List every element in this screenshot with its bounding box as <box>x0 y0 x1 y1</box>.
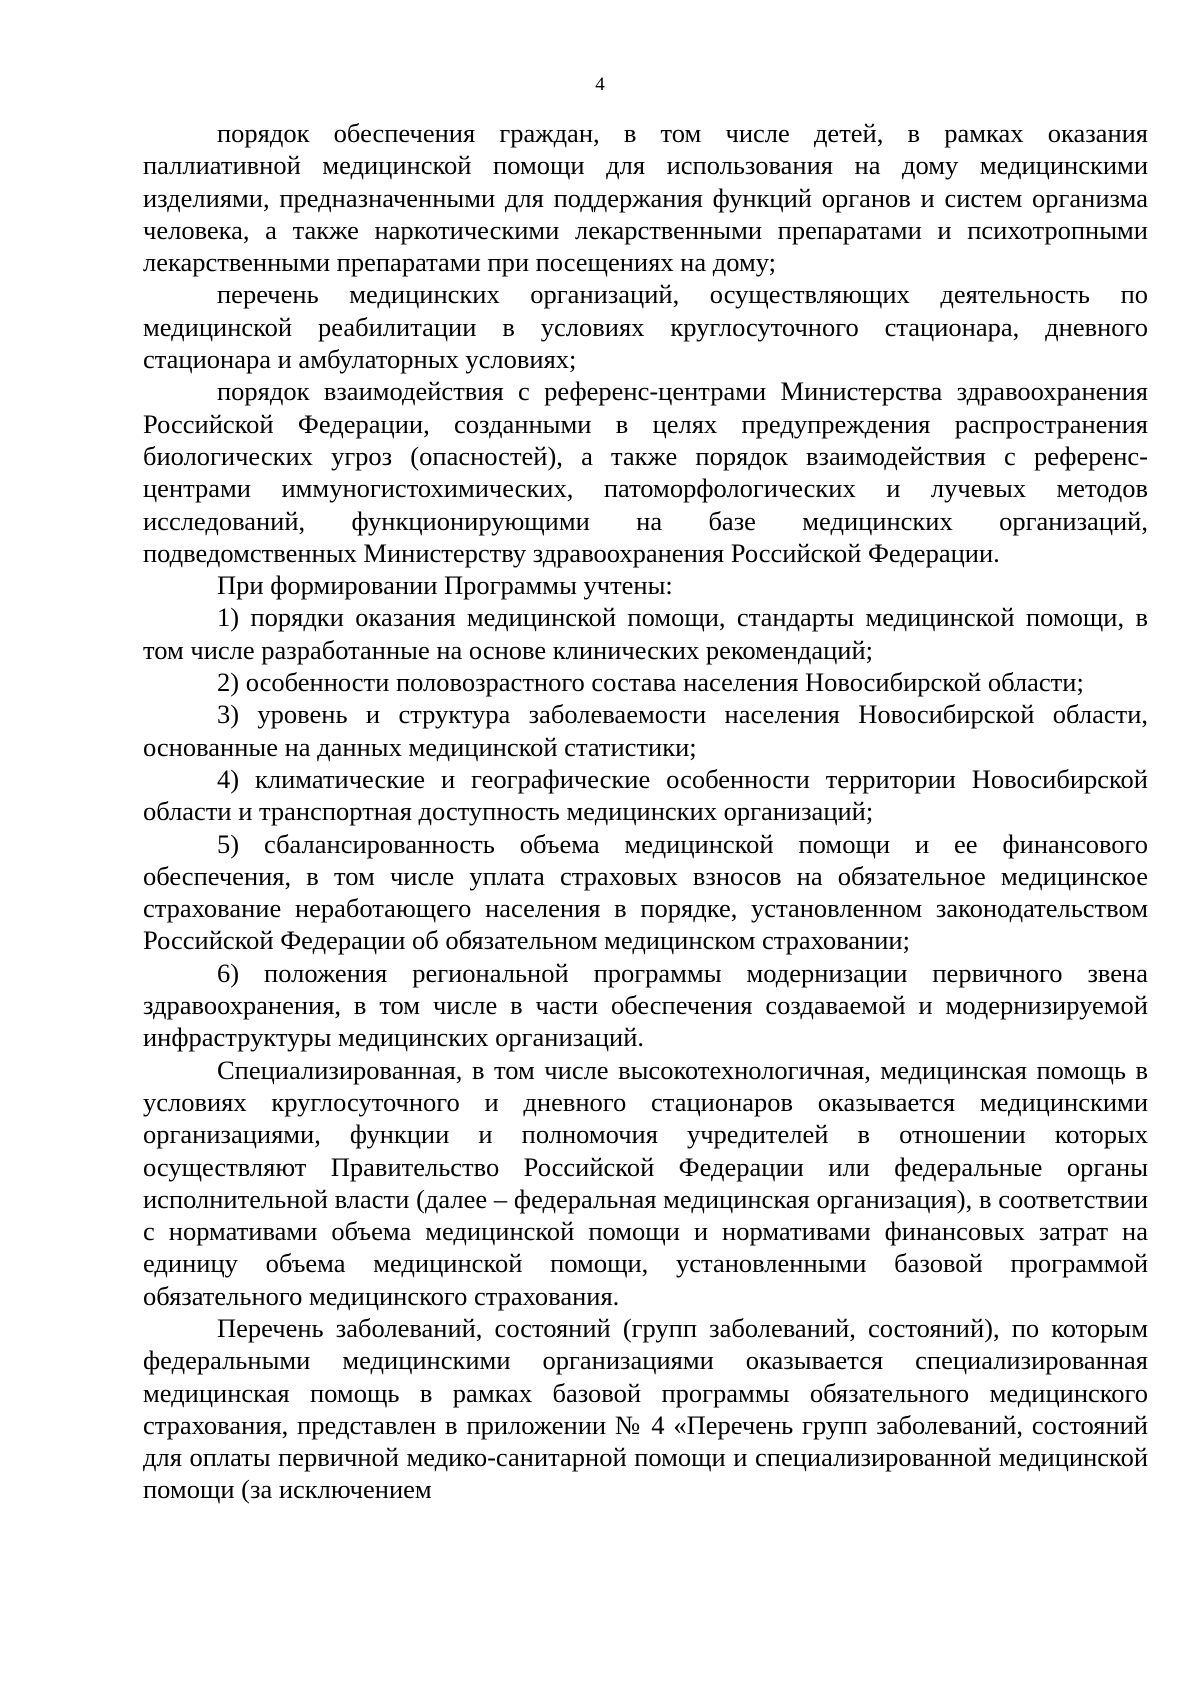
list-item-3: 3) уровень и структура заболеваемости населения Новосибирской области, основанные на данных медицинской статистики; <box>143 699 1148 762</box>
paragraph-rehabilitation-organizations-list: перечень медицинских организаций, осуществляющих деятельность по медицинской реабилитации в условиях круглосуточного стационара, дневного стационара и амбулаторных условиях; <box>143 279 1148 375</box>
list-item-6: 6) положения региональной программы модернизации первичного звена здравоохранения, в том числе в части обеспечения создаваемой и модернизируемой инфраструктуры медицинских организаций. <box>143 957 1148 1053</box>
paragraph-palliative-care-order: порядок обеспечения граждан, в том числе детей, в рамках оказания паллиативной медицинской помощи для использования на дому медицинскими изделиями, предназначенными для поддержания функций органов и систем организма человека, а также наркотическими лекарственными препаратами и психотропными лекарственными препаратами при посещениях на дому; <box>143 118 1148 278</box>
paragraph-reference-centers-interaction: порядок взаимодействия с референс-центрами Министерства здравоохранения Российской Федерации, созданными в целях предупреждения распространения биологических угроз (опасностей), а также порядок взаимодействия с референс-центрами иммуногистохимических, патоморфологических и лучевых методов исследований, функционирующими на базе медицинских организаций, подведомственных Министерству здравоохранения Российской Федерации. <box>143 376 1148 568</box>
list-item-4: 4) климатические и географические особенности территории Новосибирской области и транспортная доступность медицинских организаций; <box>143 763 1148 827</box>
paragraph-program-considerations-intro: При формировании Программы учтены: <box>217 570 673 601</box>
document-body <box>143 117 1148 1506</box>
paragraph-diseases-list: Перечень заболеваний, состояний (групп заболеваний, состояний), по которым федеральными медицинскими организациями оказывается специализированная медицинская помощь в рамках базовой программы обязательного медицинского страхования, представлен в приложении № 4 «Перечень групп заболеваний, состояний для оплаты первичной медико-санитарной помощи и специализированной медицинской помощи (за исключением <box>143 1312 1148 1505</box>
list-item-5: 5) сбалансированность объема медицинской помощи и ее финансового обеспечения, в том числе уплата страховых взносов на обязательное медицинское страхование неработающего населения в порядке, установленном законодательством Российской Федерации об обязательном медицинском страховании; <box>143 828 1148 956</box>
list-item-1: 1) порядки оказания медицинской помощи, стандарты медицинской помощи, в том числе разработанные на основе клинических рекомендаций; <box>143 602 1148 665</box>
page-number: 4 <box>595 74 605 95</box>
list-item-2: 2) особенности половозрастного состава населения Новосибирской области; <box>217 667 1084 698</box>
paragraph-specialized-care: Специализированная, в том числе высокотехнологичная, медицинская помощь в условиях круглосуточного и дневного стационаров оказывается медицинскими организациями, функции и полномочия учредителей в отношении которых осуществляют Правительство Российской Федерации или федеральные органы исполнительной власти (далее – федеральная медицинская организация), в соответствии с нормативами объема медицинской помощи и нормативами финансовых затрат на единицу объема медицинской помощи, установленными базовой программой обязательного медицинского страхования. <box>143 1054 1148 1311</box>
